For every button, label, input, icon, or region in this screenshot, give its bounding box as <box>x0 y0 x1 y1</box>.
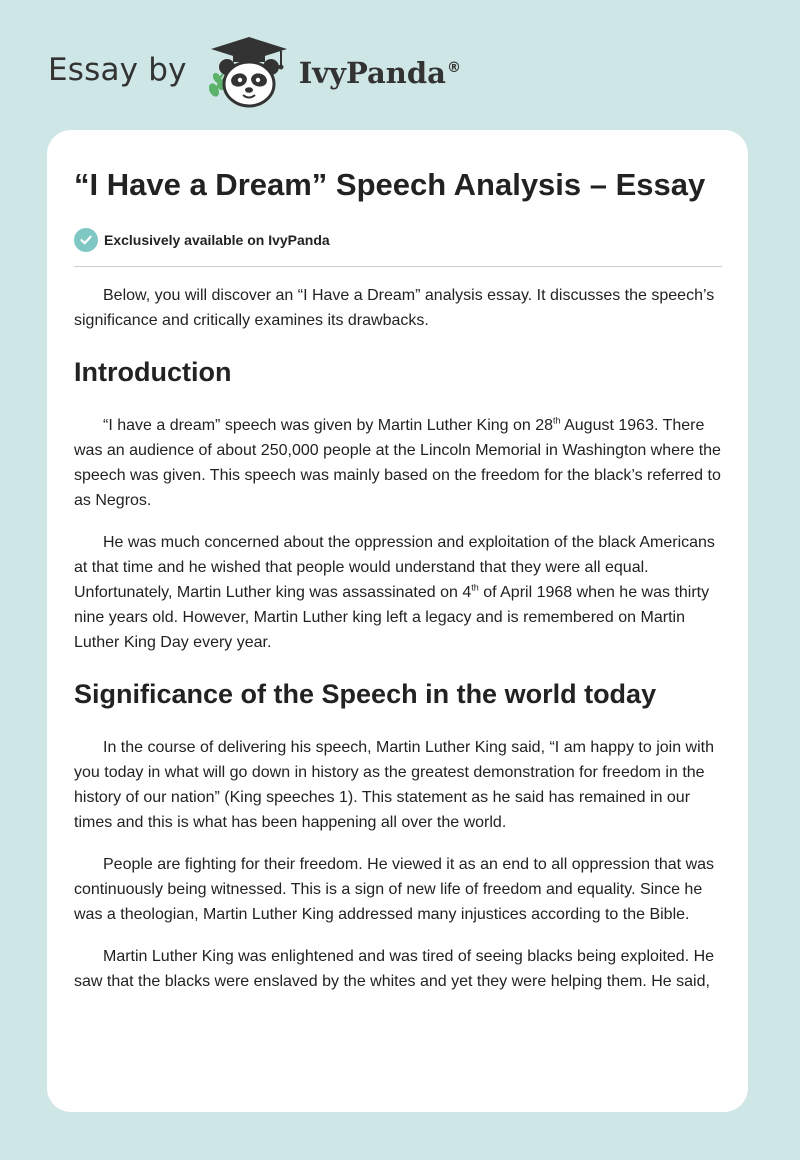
body-paragraph <box>74 530 722 655</box>
body-paragraph <box>74 413 722 513</box>
ordinal-suffix: th <box>471 582 479 593</box>
ordinal-suffix: th <box>553 415 561 426</box>
body-paragraph: In the course of delivering his speech, Martin Luther King said, “I am happy to join with you today in what will go down in history as the greatest demonstration for freedom in the history of our nation” (King speeches 1). This statement as he said has remained in our times and this is what has been happening all over the world. <box>74 739 714 831</box>
section-heading-introduction: Introduction <box>74 357 232 387</box>
ivypanda-wordmark <box>299 56 461 90</box>
exclusive-label: Exclusively available on IvyPanda <box>104 232 330 248</box>
ivypanda-logo[interactable] <box>205 34 293 110</box>
page-title: “I Have a Dream” Speech Analysis – Essay <box>74 167 706 202</box>
checkmark-icon <box>79 233 93 247</box>
paragraph-text: of April 1968 when he was thirty nine years old. However, Martin Luther king left a legacy and is remembered on Martin Luther King Day every year. <box>74 584 710 651</box>
panda-graduation-cap-logo-icon <box>205 34 293 110</box>
exclusive-badge <box>74 227 722 253</box>
body-paragraph: Martin Luther King was enlightened and was tired of seeing blacks being exploited. He saw that the blacks were enslaved by the whites and yet they were helping them. He said, <box>74 948 715 990</box>
section-heading-significance: Significance of the Speech in the world today <box>74 679 657 709</box>
essay-by-label: Essay by <box>48 52 187 88</box>
paragraph-text: He was much concerned about the oppression and exploitation of the black Americans at that time and he wished that people would understand that they were all equal. Unfortunately, Martin Luther king was assassinated on 4 <box>74 534 715 601</box>
divider <box>74 266 722 267</box>
registered-mark: ® <box>446 60 461 77</box>
body-paragraph: People are fighting for their freedom. He viewed it as an end to all oppression that was continuously being witnessed. This is a sign of new life of freedom and equality. Since he was a theologian, Martin Luther King addressed many injustices according to the Bible. <box>74 856 715 923</box>
intro-paragraph: Below, you will discover an “I Have a Dream” analysis essay. It discusses the speech’s significance and critically examines its drawbacks. <box>74 287 715 329</box>
paragraph-text: “I have a dream” speech was given by Martin Luther King on 28 <box>103 417 554 434</box>
check-circle-icon <box>74 228 98 252</box>
brand-name: IvyPanda <box>298 56 446 90</box>
paragraph-text: August 1963. There was an audience of about 250,000 people at the Lincoln Memorial in Washington where the speech was given. This speech was mainly based on the freedom for the black’s referred to as Negros. <box>74 417 721 509</box>
essay-card <box>47 130 748 1112</box>
site-header <box>48 34 461 110</box>
